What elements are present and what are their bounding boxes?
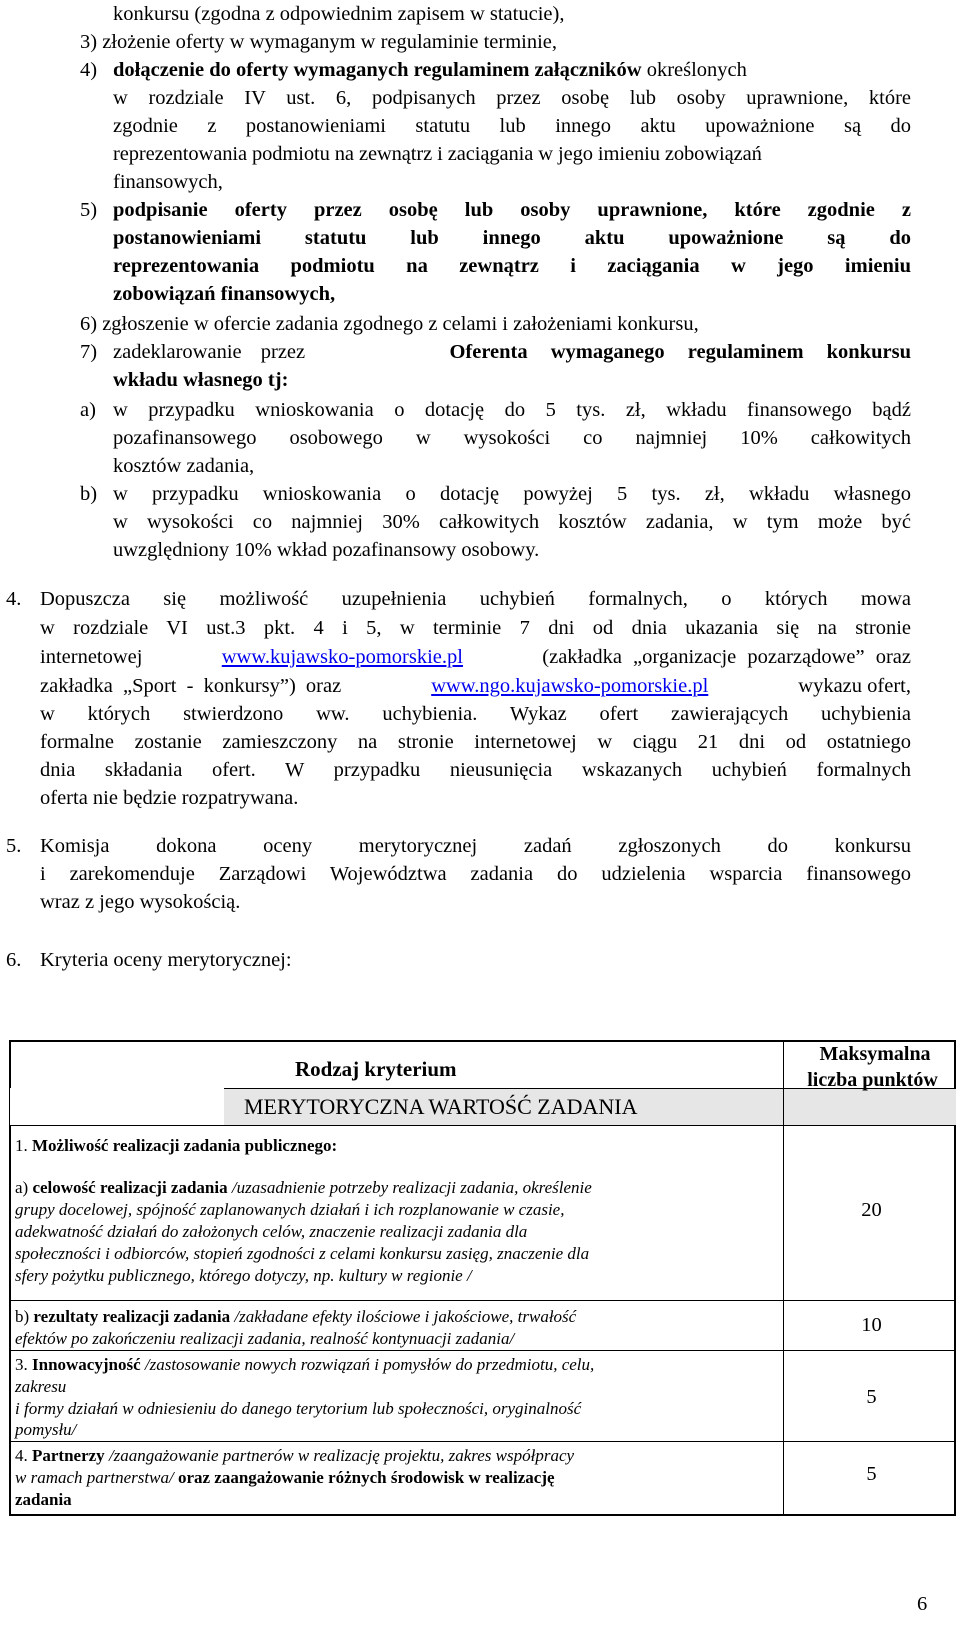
sub-item-a-line-1: w przypadku wnioskowania o dotację do 5 tys. zł, wkładu finansowego bądź (113, 399, 911, 421)
row-1a-line-5: sfery pożytku publicznego, którego dotyczy, np. kultury w regionie / (15, 1266, 472, 1285)
row-1b-bold: rezultaty realizacji zadania (33, 1307, 235, 1326)
row-4-line-3: zadania (15, 1490, 72, 1509)
section-band-left (10, 1088, 224, 1125)
row-1b-score: 10 (861, 1314, 882, 1336)
list-item-4-line-1 (113, 56, 747, 85)
list-item-7-line-1 (113, 338, 911, 367)
row-1b-line-1 (15, 1306, 576, 1328)
row-divider-3 (9, 1441, 956, 1442)
sub-item-b-line-3: uwzględniony 10% wkład pozafinansowy osobowy. (113, 539, 540, 561)
para-6-text: Kryteria oceny merytorycznej: (40, 949, 292, 971)
row-1a-score: 20 (861, 1199, 882, 1221)
header-max-line-1: Maksymalna (819, 1043, 931, 1065)
para-4-number: 4. (6, 588, 22, 610)
section-title: MERYTORYCZNA WARTOŚĆ ZADANIA (244, 1094, 638, 1119)
list-item-5-line-2: postanowieniami statutu lub innego aktu upoważnione są do (113, 227, 911, 249)
para-4-text-b: (zakładka „organizacje pozarządowe” oraz (542, 646, 911, 668)
row-divider-1a (9, 1300, 956, 1301)
para-5-number: 5. (6, 835, 22, 857)
row-3-italic: /zastosowanie nowych rozwiązań i pomysłów do przedmiotu, celu, (144, 1355, 595, 1374)
row-1b-italic: /zakładane efekty ilościowe i jakościowe, trwałość (234, 1307, 577, 1326)
list-item-7-bold: Oferenta wymaganego regulaminem konkursu (449, 341, 911, 363)
kujawsko-pomorskie-link[interactable]: www.kujawsko-pomorskie.pl (221, 646, 463, 668)
list-item-3: 3) złożenie oferty w wymaganym w regulaminie terminie, (80, 31, 558, 53)
sub-item-b-line-2: w wysokości co najmniej 30% całkowitych kosztów zadania, w tym może być (113, 511, 911, 533)
list-item-6: 6) zgłoszenie w ofercie zadania zgodnego z celami i założeniami konkursu, (80, 313, 699, 335)
list-item-4-line-2: w rozdziale IV ust. 6, podpisanych przez osobę lub osoby uprawnione, które (113, 87, 911, 109)
list-item-7-plain: zadeklarowanie przez (113, 341, 306, 363)
para-4-line-4 (40, 672, 911, 701)
row-1a-line-2: grupy docelowej, spójność zaplanowanych działań i ich rozplanowanie w czasie, (15, 1200, 565, 1219)
row-3-line-2: zakresu (15, 1377, 67, 1396)
para-4-text-d: wykazu ofert, (798, 675, 911, 697)
para-4-text-a: internetowej (40, 646, 143, 668)
row-1a-bold: celowość realizacji zadania (32, 1178, 232, 1197)
para-4-line-3 (40, 643, 911, 672)
list-item-7-line-2: wkładu własnego tj: (113, 369, 289, 391)
row-3-score: 5 (866, 1386, 877, 1408)
para-5-line-2: i zarekomenduje Zarządowi Województwa zadania do udzielenia wsparcia finansowego (40, 863, 911, 885)
row-1a-prefix: a) (15, 1178, 33, 1197)
para-4-text-c: zakładka „Sport - konkursy”) oraz (40, 675, 342, 697)
sub-item-b-line-1: w przypadku wnioskowania o dotację powyżej 5 tys. zł, wkładu własnego (113, 483, 911, 505)
para-4-line-6: formalne zostanie zamieszczony na stronie internetowej w ciągu 21 dni od ostatniego (40, 731, 911, 753)
para-4-line-7: dnia składania ofert. W przypadku nieusunięcia wskazanych uchybień formalnych (40, 759, 911, 781)
para-5-line-1: Komisja dokona oceny merytorycznej zadań zgłoszonych do konkursu (40, 835, 911, 857)
row-4-line-1 (15, 1445, 574, 1467)
row-1a-italic: /uzasadnienie potrzeby realizacji zadania, określenie (231, 1178, 592, 1197)
row-4-number: 4. (15, 1446, 32, 1465)
row-1b-prefix: b) (15, 1307, 34, 1326)
list-item-5-number: 5) (80, 199, 98, 221)
row-divider-section (9, 1125, 956, 1126)
row-3-line-3: i formy działań w odniesieniu do danego terytorium lub społeczności, oryginalność (15, 1399, 582, 1418)
sub-item-b-letter: b) (80, 483, 98, 505)
list-item-4-rest: określonych (641, 59, 747, 81)
list-item-5-line-4: zobowiązań finansowych, (113, 283, 336, 305)
row-4-bold-2: oraz zaangażowanie różnych środowisk w realizację (173, 1468, 555, 1487)
list-item-4-line-3: zgodnie z postanowieniami statutu lub innego aktu upoważnione są do (113, 115, 911, 137)
para-4-line-8: oferta nie będzie rozpatrywana. (40, 787, 299, 809)
column-divider (783, 1040, 784, 1516)
row-divider-1b (9, 1350, 956, 1351)
row-1-title-bold: Możliwość realizacji zadania publicznego: (32, 1136, 338, 1155)
para-4-line-5: w których stwierdzono ww. uchybienia. Wykaz ofert zawierających uchybienia (40, 703, 911, 725)
list-item-4-line-5: finansowych, (113, 171, 223, 193)
header-criterion: Rodzaj kryterium (295, 1057, 457, 1081)
ngo-kujawsko-pomorskie-link[interactable]: www.ngo.kujawsko-pomorskie.pl (431, 675, 709, 697)
list-item-5-line-3: reprezentowania podmiotu na zewnątrz i zaciągania w jego imieniu (113, 255, 911, 277)
row-3-bold: Innowacyjność (32, 1355, 145, 1374)
row-1a-line-1 (15, 1177, 592, 1199)
sub-item-a-letter: a) (80, 399, 96, 421)
list-item-7-number: 7) (80, 341, 98, 363)
sub-item-a-line-3: kosztów zadania, (113, 455, 255, 477)
para-4-line-2: w rozdziale VI ust.3 pkt. 4 i 5, w terminie 7 dni od dnia ukazania się na stronie (40, 617, 911, 639)
row-3-number: 3. (15, 1355, 32, 1374)
row-1a-line-3: adekwatność działań do założonych celów, znaczenie realizacji zadania dla (15, 1222, 528, 1241)
list-item-4-number: 4) (80, 59, 98, 81)
row-1-number: 1. (15, 1136, 32, 1155)
row-1-title (15, 1135, 337, 1157)
para-4-line-1: Dopuszcza się możliwość uzupełnienia uchybień formalnych, o których mowa (40, 588, 911, 610)
row-4-score: 5 (866, 1463, 877, 1485)
row-3-line-4: pomysłu/ (15, 1420, 77, 1439)
row-1a-line-4: społeczności i odbiorców, stopień zgodności z celami konkursu zasięg, znaczenie dla (15, 1244, 590, 1263)
row-4-bold: Partnerzy (32, 1446, 109, 1465)
row-4-line-2 (15, 1467, 555, 1489)
header-max-line-2: liczba punktów (807, 1069, 938, 1091)
row-1b-line-2: efektów po zakończeniu realizacji zadania, realność kontynuacji zadania/ (15, 1329, 515, 1348)
row-4-italic-2: w ramach partnerstwa/ (15, 1468, 174, 1487)
row-3-line-1 (15, 1354, 594, 1376)
para-5-line-3: wraz z jego wysokością. (40, 891, 241, 913)
list-line-continuation: konkursu (zgodna z odpowiednim zapisem w statucie), (113, 3, 565, 25)
para-6-number: 6. (6, 949, 22, 971)
list-item-5-line-1: podpisanie oferty przez osobę lub osoby uprawnione, które zgodnie z (113, 199, 911, 221)
list-item-4-line-4: reprezentowania podmiotu na zewnątrz i zaciągania w jego imieniu zobowiązań (113, 143, 762, 165)
list-item-4-bold: dołączenie do oferty wymaganych regulaminem załączników (113, 59, 642, 81)
sub-item-a-line-2: pozafinansowego osobowego w wysokości co najmniej 10% całkowitych (113, 427, 911, 449)
row-4-italic: /zaangażowanie partnerów w realizację projektu, zakres współpracy (108, 1446, 575, 1465)
page-number: 6 (917, 1593, 928, 1615)
